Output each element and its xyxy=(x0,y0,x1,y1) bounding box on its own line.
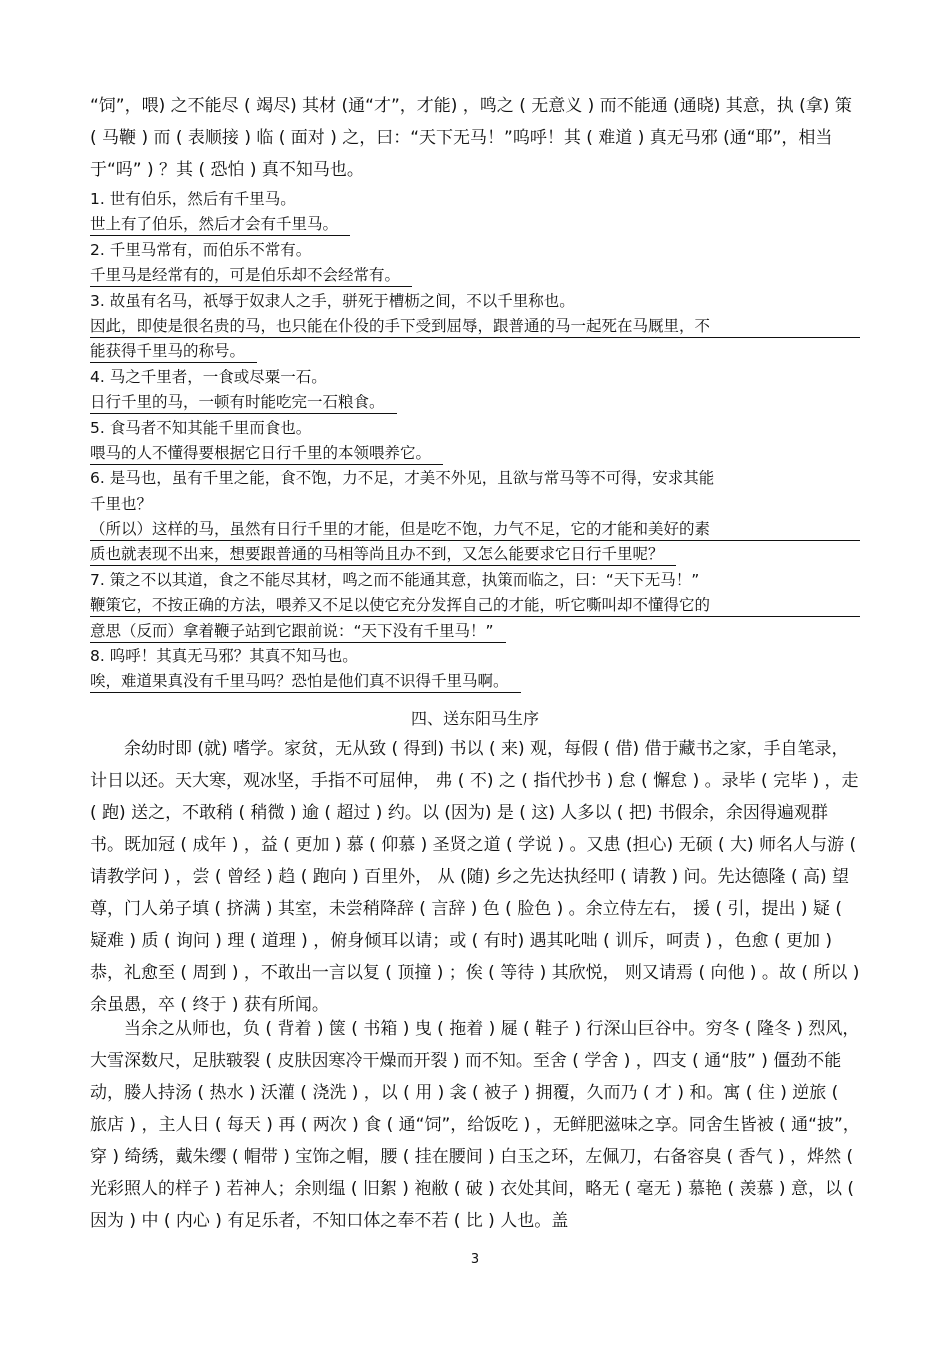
answer-line xyxy=(90,593,860,618)
question-line: 千里也？ xyxy=(90,494,153,513)
question-line: 4. 马之千里者，一食或尽粟一石。 xyxy=(90,367,327,386)
answer-text: 能获得千里马的称号。 xyxy=(90,340,257,363)
answer-text: 日行千里的马，一顿有时能吃完一石粮食。 xyxy=(90,391,397,414)
answer-line xyxy=(90,517,860,542)
question-line: 8. 呜呼！其真无马邪？其真不知马也。 xyxy=(90,647,358,666)
question-line: 3. 故虽有名马，祇辱于奴隶人之手，骈死于槽枥之间，不以千里称也。 xyxy=(90,291,575,310)
section-title: 四、送东阳马生序 xyxy=(410,709,539,728)
answer-line xyxy=(90,441,860,466)
answer-text: 千里马是经常有的，可是伯乐却不会经常有。 xyxy=(90,264,412,287)
answer-text: 喂马的人不懂得要根据它日行千里的本领喂养它。 xyxy=(90,442,443,465)
question-line: 7. 策之不以其道，食之不能尽其材，鸣之而不能通其意，执策而临之，曰：“天下无马！” xyxy=(90,570,700,589)
answer-text: 质也就表现不出来，想要跟普通的马相等尚且办不到，又怎么能要求它日行千里呢？ xyxy=(90,543,676,566)
top-paragraph: “饲”，喂) 之不能尽 ( 竭尽) 其材 (通“才”，才能) ，鸣之 ( 无意义 ) 而不能通 (通晓) 其意，执 (拿) 策 ( 马鞭 ) 而 ( 表顺接 ) 临 ( 面对 ) 之，曰：“天下无马！”呜呼！其 ( 难道 ) 真无马邪 (通“耶”，相当于“吗” ) ？其 ( 恐怕 ) 真不知马也。 xyxy=(90,96,852,180)
page-number: 3 xyxy=(470,1252,480,1267)
answer-line xyxy=(90,339,860,364)
answer-text: 鞭策它，不按正确的方法，喂养又不足以使它充分发挥自己的才能，听它嘶叫却不懂得它的 xyxy=(90,594,860,617)
answer-line xyxy=(90,619,860,644)
qa-list xyxy=(90,187,860,695)
answer-line xyxy=(90,314,860,339)
answer-text: （所以）这样的马，虽然有日行千里的才能，但是吃不饱，力气不足，它的才能和美好的素 xyxy=(90,518,860,541)
answer-text: 意思（反而）拿着鞭子站到它跟前说：“天下没有千里马！” xyxy=(90,620,506,643)
question-line: 5. 食马者不知其能千里而食也。 xyxy=(90,418,312,437)
answer-text: 因此，即使是很名贵的马，也只能在仆役的手下受到屈辱，跟普通的马一起死在马厩里，不 xyxy=(90,315,860,338)
answer-line xyxy=(90,390,860,415)
question-line: 2. 千里马常有，而伯乐不常有。 xyxy=(90,240,312,259)
answer-line xyxy=(90,263,860,288)
body-paragraph-1: 余幼时即 (就) 嗜学。家贫，无从致 ( 得到) 书以 ( 来) 观，每假 ( 借) 借于藏书之家，手自笔录，计日以还。天大寒，观冰坚，手指不可屈伸， 弗 ( 不) 之 ( 指代抄书 ) 怠 ( 懈怠 ) 。录毕 ( 完毕 ) ，走 ( 跑) 送之，不敢稍 ( 稍微 ) 逾 ( 超过 ) 约。以 (因为) 是 ( 这) 人多以 ( 把) 书假余，余因得遍观群书。既加冠 ( 成年 ) ，益 ( 更加 ) 慕 ( 仰慕 ) 圣贤之道 ( 学说 ) 。又患 (担心) 无硕 ( 大) 师名人与游 ( 请教学问 ) ，尝 ( 曾经 ) 趋 ( 跑向 ) 百里外， 从 (随) 乡之先达执经叩 ( 请教 ) 问。先达德隆 ( 高) 望尊，门人弟子填 ( 挤满 ) 其室，未尝稍降辞 ( 言辞 ) 色 ( 脸色 ) 。余立侍左右， 援 ( 引，提出 ) 疑 ( 疑难 ) 质 ( 询问 ) 理 ( 道理 ) ，俯身倾耳以请；或 ( 有时) 遇其叱咄 ( 训斥，呵责 ) ，色愈 ( 更加 ) 恭，礼愈至 ( 周到 ) ，不敢出一言以复 ( 顶撞 ) ；俟 ( 等待 ) 其欣悦， 则又请焉 ( 向他 ) 。故 ( 所以 ) 余虽愚，卒 ( 终于 ) 获有所闻。 xyxy=(90,739,860,1015)
answer-text: 世上有了伯乐，然后才会有千里马。 xyxy=(90,213,350,236)
question-line: 6. 是马也，虽有千里之能，食不饱，力不足，才美不外见，且欲与常马等不可得，安求其能 xyxy=(90,469,715,488)
body-paragraph-2: 当余之从师也，负 ( 背着 ) 箧 ( 书箱 ) 曳 ( 拖着 ) 屣 ( 鞋子 ) 行深山巨谷中。穷冬 ( 隆冬 ) 烈风，大雪深数尺，足肤皲裂 ( 皮肤因寒冷干燥而开裂 ) 而不知。至舍 ( 学舍 ) ，四支 ( 通“肢” ) 僵劲不能动，媵人持汤 ( 热水 ) 沃灌 ( 浇洗 ) ，以 ( 用 ) 衾 ( 被子 ) 拥覆，久而乃 ( 才 ) 和。寓 ( 住 ) 逆旅 ( 旅店 ) ，主人日 ( 每天 ) 再 ( 两次 ) 食 ( 通“饲”，给饭吃 ) ，无鲜肥滋味之享。同舍生皆被 ( 通“披”，穿 ) 绮绣，戴朱缨 ( 帽带 ) 宝饰之帽，腰 ( 挂在腰间 ) 白玉之环，左佩刀，右备容臭 ( 香气 ) ，烨然 ( 光彩照人的样子 ) 若神人；余则缊 ( 旧絮 ) 袍敝 ( 破 ) 衣处其间，略无 ( 毫无 ) 慕艳 ( 羡慕 ) 意，以 ( 因为 ) 中 ( 内心 ) 有足乐者，不知口体之奉不若 ( 比 ) 人也。盖 xyxy=(90,1019,860,1231)
question-line: 1. 世有伯乐，然后有千里马。 xyxy=(90,190,296,208)
answer-line xyxy=(90,542,860,567)
answer-line xyxy=(90,669,860,694)
answer-line xyxy=(90,212,860,237)
answer-text: 唉，难道果真没有千里马吗？恐怕是他们真不识得千里马啊。 xyxy=(90,670,521,693)
